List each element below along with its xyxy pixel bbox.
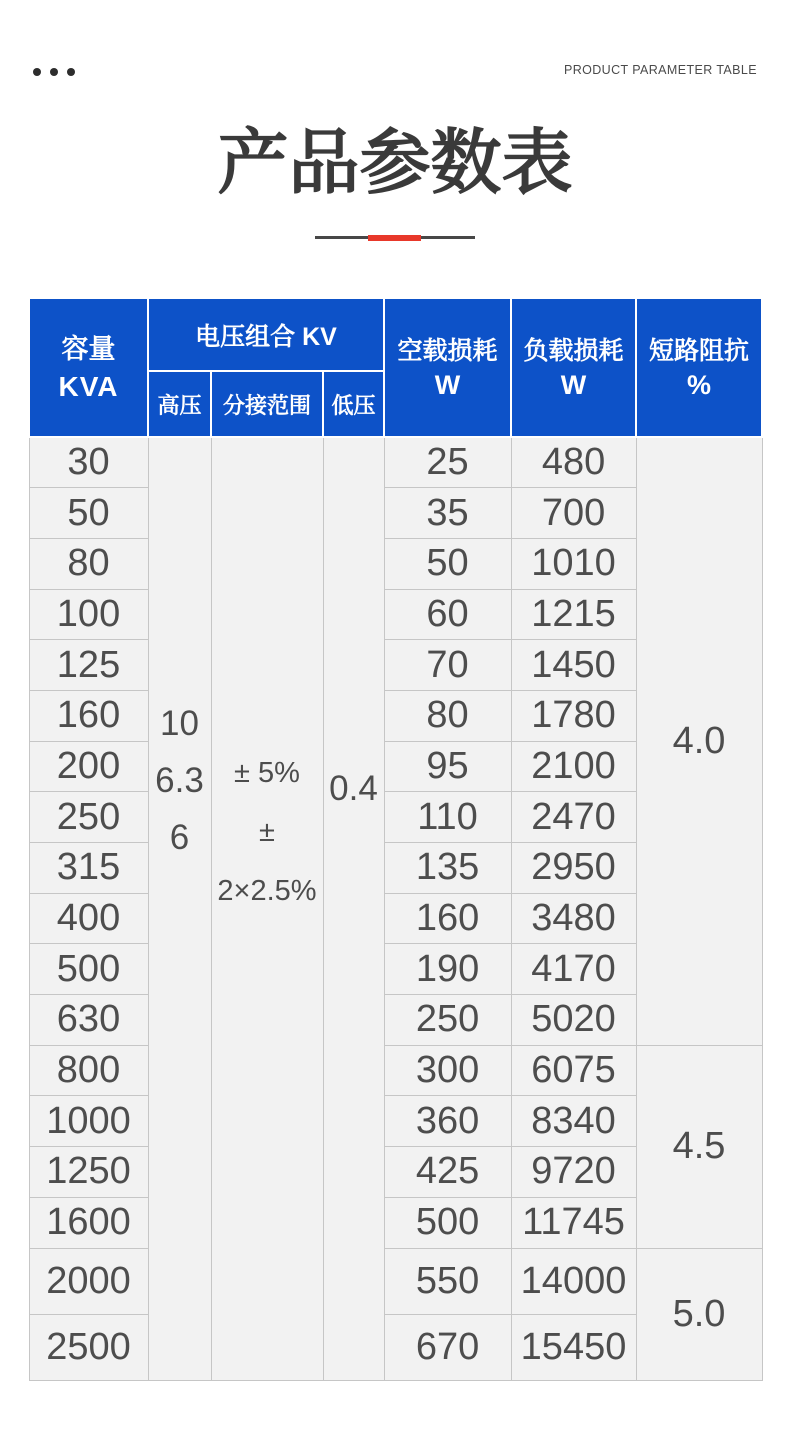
load-loss-cell: 1010 <box>511 538 636 589</box>
load-loss-cell: 15450 <box>511 1314 636 1380</box>
page-title: 产品参数表 <box>217 124 573 203</box>
load-loss-cell: 8340 <box>511 1096 636 1147</box>
load-loss-cell: 1450 <box>511 640 636 691</box>
header-capacity <box>29 298 148 437</box>
tap-range-value: ± 5% <box>234 757 300 789</box>
kva-cell: 200 <box>29 741 148 792</box>
load-loss-cell: 14000 <box>511 1248 636 1314</box>
table-row <box>29 1045 762 1096</box>
header-low-voltage: 低压 <box>323 371 384 437</box>
header-voltage-combo: 电压组合 KV <box>148 298 384 371</box>
header-load-loss-line1: 负载损耗 <box>523 336 624 365</box>
divider-accent <box>368 235 421 241</box>
kva-cell: 125 <box>29 640 148 691</box>
kva-cell: 1000 <box>29 1096 148 1147</box>
no-load-loss-cell: 70 <box>384 640 511 691</box>
load-loss-cell: 9720 <box>511 1147 636 1198</box>
load-loss-cell: 4170 <box>511 944 636 995</box>
no-load-loss-cell: 300 <box>384 1045 511 1096</box>
no-load-loss-cell: 670 <box>384 1314 511 1380</box>
no-load-loss-cell: 60 <box>384 589 511 640</box>
menu-dots-icon <box>33 68 75 76</box>
no-load-loss-cell: 160 <box>384 893 511 944</box>
load-loss-cell: 1780 <box>511 690 636 741</box>
load-loss-cell: 2950 <box>511 843 636 894</box>
kva-cell: 250 <box>29 792 148 843</box>
no-load-loss-cell: 80 <box>384 690 511 741</box>
header-no-load-loss-line2: W <box>434 369 461 400</box>
high-voltage-value: 6.3 <box>155 761 204 800</box>
kva-cell: 50 <box>29 488 148 539</box>
kva-cell: 2000 <box>29 1248 148 1314</box>
load-loss-cell: 1215 <box>511 589 636 640</box>
load-loss-cell: 6075 <box>511 1045 636 1096</box>
no-load-loss-cell: 95 <box>384 741 511 792</box>
load-loss-cell: 11745 <box>511 1197 636 1248</box>
no-load-loss-cell: 50 <box>384 538 511 589</box>
load-loss-cell: 3480 <box>511 893 636 944</box>
dot-icon <box>67 68 75 76</box>
no-load-loss-cell: 250 <box>384 995 511 1046</box>
kva-cell: 800 <box>29 1045 148 1096</box>
kva-cell: 315 <box>29 843 148 894</box>
header-no-load-loss-line1: 空载损耗 <box>397 336 498 365</box>
kva-cell: 1600 <box>29 1197 148 1248</box>
low-voltage-value: 0.4 <box>329 769 378 808</box>
no-load-loss-cell: 110 <box>384 792 511 843</box>
low-voltage-cell <box>323 437 384 1380</box>
high-voltage-value: 10 <box>160 704 199 743</box>
impedance-cell: 4.0 <box>636 437 762 1045</box>
load-loss-cell: 2470 <box>511 792 636 843</box>
high-voltage-cell <box>148 437 211 1380</box>
header-load-loss-line2: W <box>560 369 587 400</box>
high-voltage-value: 6 <box>169 818 190 857</box>
parameter-table <box>28 297 763 1381</box>
table-row <box>29 1248 762 1314</box>
kva-cell: 500 <box>29 944 148 995</box>
load-loss-cell: 700 <box>511 488 636 539</box>
kva-cell: 160 <box>29 690 148 741</box>
kva-cell: 630 <box>29 995 148 1046</box>
table-row <box>29 437 762 488</box>
header-no-load-loss <box>384 298 511 437</box>
kva-cell: 30 <box>29 437 148 488</box>
dot-icon <box>33 68 41 76</box>
load-loss-cell: 480 <box>511 437 636 488</box>
no-load-loss-cell: 190 <box>384 944 511 995</box>
kva-cell: 100 <box>29 589 148 640</box>
eyebrow-text: PRODUCT PARAMETER TABLE <box>563 63 757 77</box>
no-load-loss-cell: 360 <box>384 1096 511 1147</box>
header-high-voltage: 高压 <box>148 371 211 437</box>
header-tap-range: 分接范围 <box>211 371 323 437</box>
dot-icon <box>50 68 58 76</box>
kva-cell: 2500 <box>29 1314 148 1380</box>
kva-cell: 400 <box>29 893 148 944</box>
tap-range-value: ± 2×2.5% <box>217 816 317 907</box>
header-capacity-line2: KVA <box>58 370 119 402</box>
header-impedance <box>636 298 762 437</box>
no-load-loss-cell: 550 <box>384 1248 511 1314</box>
title-divider <box>315 235 475 241</box>
no-load-loss-cell: 25 <box>384 437 511 488</box>
no-load-loss-cell: 35 <box>384 488 511 539</box>
impedance-cell: 4.5 <box>636 1045 762 1248</box>
tap-range-cell <box>211 437 323 1380</box>
no-load-loss-cell: 500 <box>384 1197 511 1248</box>
header-load-loss <box>511 298 636 437</box>
impedance-cell: 5.0 <box>636 1248 762 1380</box>
header-capacity-line1: 容量 <box>61 333 116 364</box>
no-load-loss-cell: 425 <box>384 1147 511 1198</box>
load-loss-cell: 2100 <box>511 741 636 792</box>
header-impedance-line2: % <box>687 369 712 400</box>
load-loss-cell: 5020 <box>511 995 636 1046</box>
kva-cell: 80 <box>29 538 148 589</box>
kva-cell: 1250 <box>29 1147 148 1198</box>
header-impedance-line1: 短路阻抗 <box>649 336 750 365</box>
no-load-loss-cell: 135 <box>384 843 511 894</box>
